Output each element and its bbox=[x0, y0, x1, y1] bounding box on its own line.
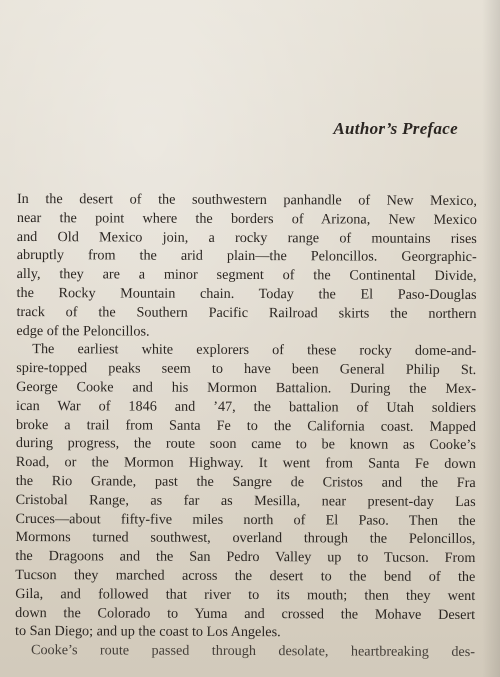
text-line: the Rocky Mountain chain. Today the El Paso-Douglas bbox=[16, 284, 477, 303]
text-line: Cristobal Range, as far as Mesilla, near present-day Las bbox=[15, 491, 476, 510]
text-line: Mormons turned southwest, overland through the Peloncillos, bbox=[15, 529, 476, 548]
text-line: during progress, the route soon came to be known as Cooke’s bbox=[15, 435, 476, 454]
text-line: track of the Southern Pacific Railroad skirts the northern bbox=[16, 303, 477, 322]
text-line: broke a trail from Santa Fe to the California coast. Mapped bbox=[15, 416, 477, 435]
text-line: Cooke’s route passed through desolate, heartbreaking des- bbox=[30, 642, 476, 661]
preface-heading: Author’s Preface bbox=[333, 119, 458, 138]
text-line: Road, or the Mormon Highway. It went from Santa Fe down bbox=[15, 454, 476, 473]
text-line: the Dragoons and the San Pedro Valley up to Tucson. From bbox=[15, 548, 476, 567]
text-line: the Rio Grande, past the Sangre de Cristos and the Fra bbox=[15, 472, 476, 491]
text-line: ican War of 1846 and ’47, the battalion of Utah soldiers bbox=[16, 397, 477, 416]
text-line: abruptly from the arid plain—the Peloncillos. Georgraphic- bbox=[16, 247, 477, 266]
text-line: and Old Mexico join, a rocky range of mountains rises bbox=[16, 228, 477, 247]
page-edge-shadow bbox=[482, 0, 500, 677]
text-line: In the desert of the southwestern panhandle of New Mexico, bbox=[16, 190, 477, 210]
text-line: Cruces—about fifty-five miles north of El Paso. Then the bbox=[15, 510, 476, 529]
text-line: spire-topped peaks seem to have been General Philip St. bbox=[16, 360, 477, 379]
text-line: George Cooke and his Mormon Battalion. During the Mex- bbox=[16, 378, 477, 397]
text-line: The earliest white explorers of these rocky dome-and- bbox=[32, 341, 477, 360]
text-line: edge of the Peloncillos. bbox=[16, 322, 150, 340]
preface-body bbox=[15, 190, 477, 662]
text-line: to San Diego; and up the coast to Los Angeles. bbox=[15, 623, 281, 641]
text-line: Tucson they marched across the desert to the bend of the bbox=[15, 566, 476, 585]
text-line: near the point where the borders of Arizona, New Mexico bbox=[16, 209, 477, 228]
text-line: down the Colorado to Yuma and crossed the Mohave Desert bbox=[15, 604, 476, 623]
text-line: ally, they are a minor segment of the Continental Divide, bbox=[16, 266, 477, 285]
text-line: Gila, and followed that river to its mouth; then they went bbox=[15, 585, 476, 604]
